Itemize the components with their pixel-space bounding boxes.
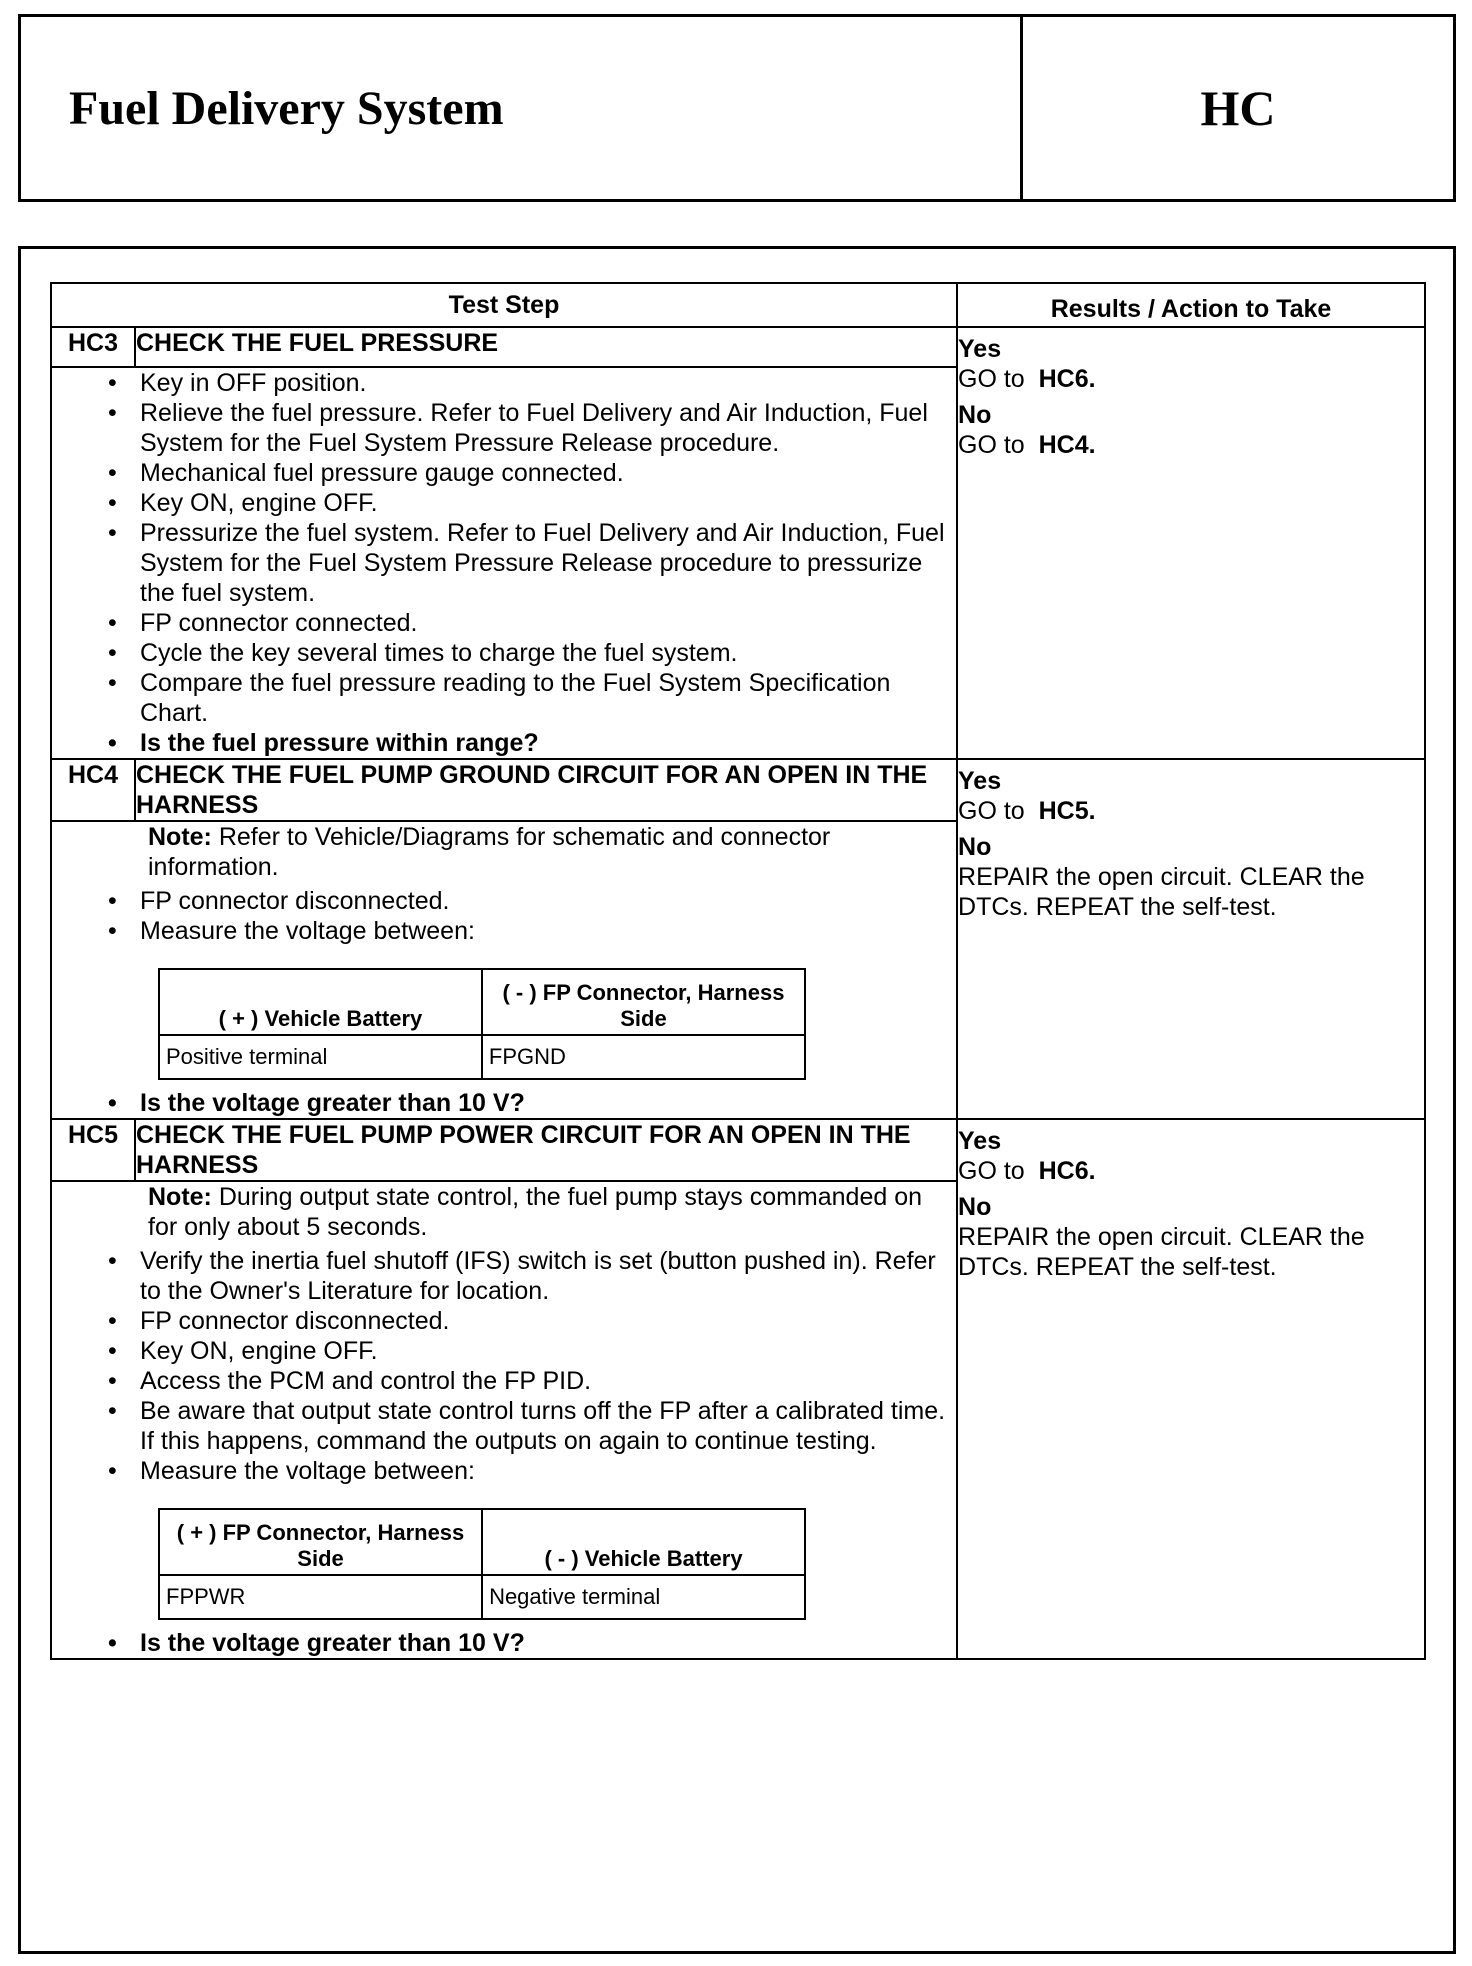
voltage-table-hc4 (158, 968, 806, 1080)
list-item: • Be aware that output state control turns off the FP after a calibrated time. If this happens, command the outputs on again to continue testing. (96, 1396, 956, 1456)
step-note-hc5: Note: During output state control, the fuel pump stays commanded on for only about 5 seconds. (148, 1183, 923, 1241)
step-question-hc4: • Is the voltage greater than 10 V? (96, 1088, 956, 1118)
result-hc3-yes-action: GO to HC6. (958, 365, 1096, 393)
list-item: • Measure the voltage between: (96, 1456, 956, 1486)
list-item: • Key in OFF position. (96, 368, 956, 398)
voltage-cell-positive: Positive terminal (159, 1035, 482, 1079)
voltage-table-hc5 (158, 1508, 806, 1620)
step-body-hc4 (51, 821, 957, 1119)
voltage-col-positive: ( + ) Vehicle Battery (159, 969, 482, 1035)
result-hc3-no-label: No (958, 401, 992, 429)
list-item: • Compare the fuel pressure reading to the Fuel System Specification Chart. (96, 668, 956, 728)
section-code: HC (1020, 17, 1453, 199)
list-item: • Key ON, engine OFF. (96, 488, 956, 518)
voltage-col-positive: ( + ) FP Connector, Harness Side (159, 1509, 482, 1575)
list-item: • Relieve the fuel pressure. Refer to Fuel Delivery and Air Induction, Fuel System for the Fuel System Pressure Release procedure. (96, 398, 956, 458)
result-hc5-yes-action: GO to HC6. (958, 1157, 1096, 1185)
list-item: • Pressurize the fuel system. Refer to Fuel Delivery and Air Induction, Fuel System for the Fuel System Pressure Release procedure to pressurize the fuel system. (96, 518, 956, 608)
result-hc5 (957, 1119, 1425, 1659)
page-header (18, 14, 1456, 202)
step-title-hc3: CHECK THE FUEL PRESSURE (135, 327, 957, 367)
step-question-hc3: • Is the fuel pressure within range? (96, 728, 956, 758)
step-hc3-title-row (51, 327, 1425, 367)
results-header: Results / Action to Take (957, 283, 1425, 327)
step-id-hc5: HC5 (51, 1119, 135, 1181)
result-hc5-no-action: REPAIR the open circuit. CLEAR the DTCs. REPEAT the self-test. (958, 1223, 1365, 1281)
test-step-header: Test Step (51, 283, 957, 327)
result-hc4 (957, 759, 1425, 1119)
list-item: • FP connector connected. (96, 608, 956, 638)
voltage-col-negative: ( - ) Vehicle Battery (482, 1509, 805, 1575)
result-hc5-yes-label: Yes (958, 1127, 1002, 1155)
step-body-hc3 (51, 367, 957, 759)
step-title-hc5: CHECK THE FUEL PUMP POWER CIRCUIT FOR AN OPEN IN THE HARNESS (135, 1119, 957, 1181)
step-note-hc4: Note: Refer to Vehicle/Diagrams for schematic and connector information. (148, 823, 831, 881)
list-item: • Verify the inertia fuel shutoff (IFS) switch is set (button pushed in). Refer to the Owner's Literature for location. (96, 1246, 956, 1306)
step-question-hc5: • Is the voltage greater than 10 V? (96, 1628, 956, 1658)
voltage-cell-negative: Negative terminal (482, 1575, 805, 1619)
list-item: • Key ON, engine OFF. (96, 1336, 956, 1366)
list-item: • Cycle the key several times to charge the fuel system. (96, 638, 956, 668)
list-item: • Mechanical fuel pressure gauge connected. (96, 458, 956, 488)
pinpoint-test-table (50, 282, 1426, 1660)
step-title-hc4: CHECK THE FUEL PUMP GROUND CIRCUIT FOR AN OPEN IN THE HARNESS (135, 759, 957, 821)
list-item: • Access the PCM and control the FP PID. (96, 1366, 956, 1396)
list-item: • Measure the voltage between: (96, 916, 956, 946)
table-header-row (51, 283, 1425, 327)
result-hc5-no-label: No (958, 1193, 992, 1221)
result-hc4-yes-label: Yes (958, 767, 1002, 795)
list-item: • FP connector disconnected. (96, 886, 956, 916)
voltage-cell-negative: FPGND (482, 1035, 805, 1079)
voltage-cell-positive: FPPWR (159, 1575, 482, 1619)
step-id-hc3: HC3 (51, 327, 135, 367)
voltage-col-negative: ( - ) FP Connector, Harness Side (482, 969, 805, 1035)
list-item: • FP connector disconnected. (96, 1306, 956, 1336)
step-hc4-title-row (51, 759, 1425, 821)
result-hc4-no-action: REPAIR the open circuit. CLEAR the DTCs. REPEAT the self-test. (958, 863, 1365, 921)
step-id-hc4: HC4 (51, 759, 135, 821)
step-hc5-title-row (51, 1119, 1425, 1181)
result-hc3 (957, 327, 1425, 759)
page-title: Fuel Delivery System (69, 81, 504, 135)
step-body-hc5 (51, 1181, 957, 1659)
result-hc3-no-action: GO to HC4. (958, 431, 1096, 459)
result-hc4-no-label: No (958, 833, 992, 861)
result-hc4-yes-action: GO to HC5. (958, 797, 1096, 825)
result-hc3-yes-label: Yes (958, 335, 1002, 363)
